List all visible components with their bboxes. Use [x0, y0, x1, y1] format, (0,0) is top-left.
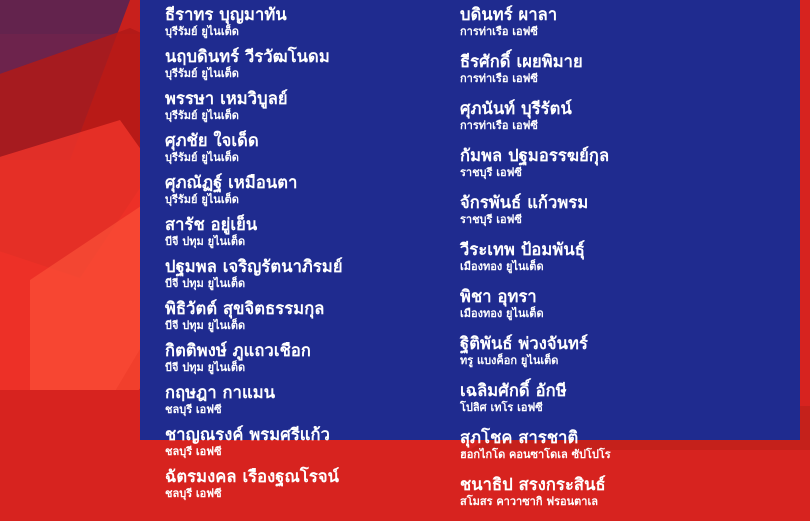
player-club: ทรู แบงค็อก ยูไนเต็ด — [460, 354, 559, 367]
roster-column-left — [165, 4, 455, 508]
player-entry — [460, 474, 760, 509]
player-name: ธีราทร บุญมาทัน — [165, 5, 287, 24]
player-entry — [165, 298, 455, 333]
player-name: ฉัตรมงคล เรืองฐณโรจน์ — [165, 467, 339, 486]
player-club: ชลบุรี เอฟซี — [165, 403, 222, 416]
player-name: ศุภณัฏฐ์ เหมือนตา — [165, 173, 298, 192]
player-name: ชาญณรงค์ พรมศรีแก้ว — [165, 425, 330, 444]
player-club: ชลบุรี เอฟซี — [165, 487, 222, 500]
player-club: บุรีรัมย์ ยูไนเต็ด — [165, 67, 239, 80]
player-name: ฐิติพันธ์ พ่วงจันทร์ — [460, 334, 588, 353]
player-name: สุภโชค สารชาติ — [460, 428, 579, 447]
player-name: เฉลิมศักดิ์ อักษี — [460, 381, 567, 400]
player-name: ปฐมพล เจริญรัตนาภิรมย์ — [165, 257, 343, 276]
player-name: ศุภชัย ใจเด็ด — [165, 131, 259, 150]
player-club: บีจี ปทุม ยูไนเต็ด — [165, 277, 246, 290]
player-club: การท่าเรือ เอฟซี — [460, 119, 538, 132]
player-name: สารัช อยู่เย็น — [165, 215, 258, 234]
player-club: เมืองทอง ยูไนเต็ด — [460, 260, 544, 273]
player-entry — [165, 382, 455, 417]
player-entry — [165, 466, 455, 501]
player-club: การท่าเรือ เอฟซี — [460, 25, 538, 38]
player-entry — [460, 380, 760, 415]
player-club: โปลิศ เทโร เอฟซี — [460, 401, 543, 414]
player-club: บุรีรัมย์ ยูไนเต็ด — [165, 25, 239, 38]
player-name: พิธิวัตต์ สุขจิตธรรมกุล — [165, 299, 325, 318]
player-club: ราชบุรี เอฟซี — [460, 213, 522, 226]
player-club: ชลบุรี เอฟซี — [165, 445, 222, 458]
player-club: ราชบุรี เอฟซี — [460, 166, 522, 179]
player-entry — [165, 130, 455, 165]
player-club: ฮอกไกโด คอนซาโดเล ซัปโปโร — [460, 448, 611, 461]
player-entry — [460, 4, 760, 39]
player-name: กฤษฎา กาแมน — [165, 383, 276, 402]
player-club: บีจี ปทุม ยูไนเต็ด — [165, 319, 246, 332]
player-entry — [460, 192, 760, 227]
player-entry — [460, 98, 760, 133]
player-entry — [460, 239, 760, 274]
player-entry — [460, 51, 760, 86]
player-club: บุรีรัมย์ ยูไนเต็ด — [165, 109, 239, 122]
player-entry — [460, 333, 760, 368]
player-name: พิชา อุทรา — [460, 287, 537, 306]
player-name: บดินทร์ ผาลา — [460, 5, 558, 24]
player-name: นฤบดินทร์ วีรวัฒโนดม — [165, 47, 330, 66]
player-name: ธีรศักดิ์ เผยพิมาย — [460, 52, 583, 71]
player-entry — [165, 88, 455, 123]
player-entry — [165, 172, 455, 207]
player-club: สโมสร คาวาซากิ ฟรอนตาเล — [460, 495, 598, 508]
player-name: ชนาธิป สรงกระสินธ์ — [460, 475, 606, 494]
player-name: ศุภนันท์ บุรีรัตน์ — [460, 99, 572, 118]
player-entry — [460, 145, 760, 180]
player-entry — [460, 427, 760, 462]
player-name: กัมพล ปฐมอรรฆย์กุล — [460, 146, 610, 165]
player-club: บีจี ปทุม ยูไนเต็ด — [165, 235, 246, 248]
player-name: วีระเทพ ป้อมพันธุ์ — [460, 240, 585, 259]
roster-column-right — [460, 4, 760, 521]
player-club: เมืองทอง ยูไนเต็ด — [460, 307, 544, 320]
player-club: บุรีรัมย์ ยูไนเต็ด — [165, 193, 239, 206]
player-name: กิตติพงษ์ ภูแถวเชือก — [165, 341, 311, 360]
player-entry — [165, 4, 455, 39]
player-entry — [460, 286, 760, 321]
player-entry — [165, 256, 455, 291]
player-name: จักรพันธ์ แก้วพรม — [460, 193, 589, 212]
player-entry — [165, 424, 455, 459]
player-entry — [165, 340, 455, 375]
player-club: การท่าเรือ เอฟซี — [460, 72, 538, 85]
player-entry — [165, 214, 455, 249]
player-name: พรรษา เหมวิบูลย์ — [165, 89, 288, 108]
player-club: บีจี ปทุม ยูไนเต็ด — [165, 361, 246, 374]
player-entry — [165, 46, 455, 81]
player-club: บุรีรัมย์ ยูไนเต็ด — [165, 151, 239, 164]
